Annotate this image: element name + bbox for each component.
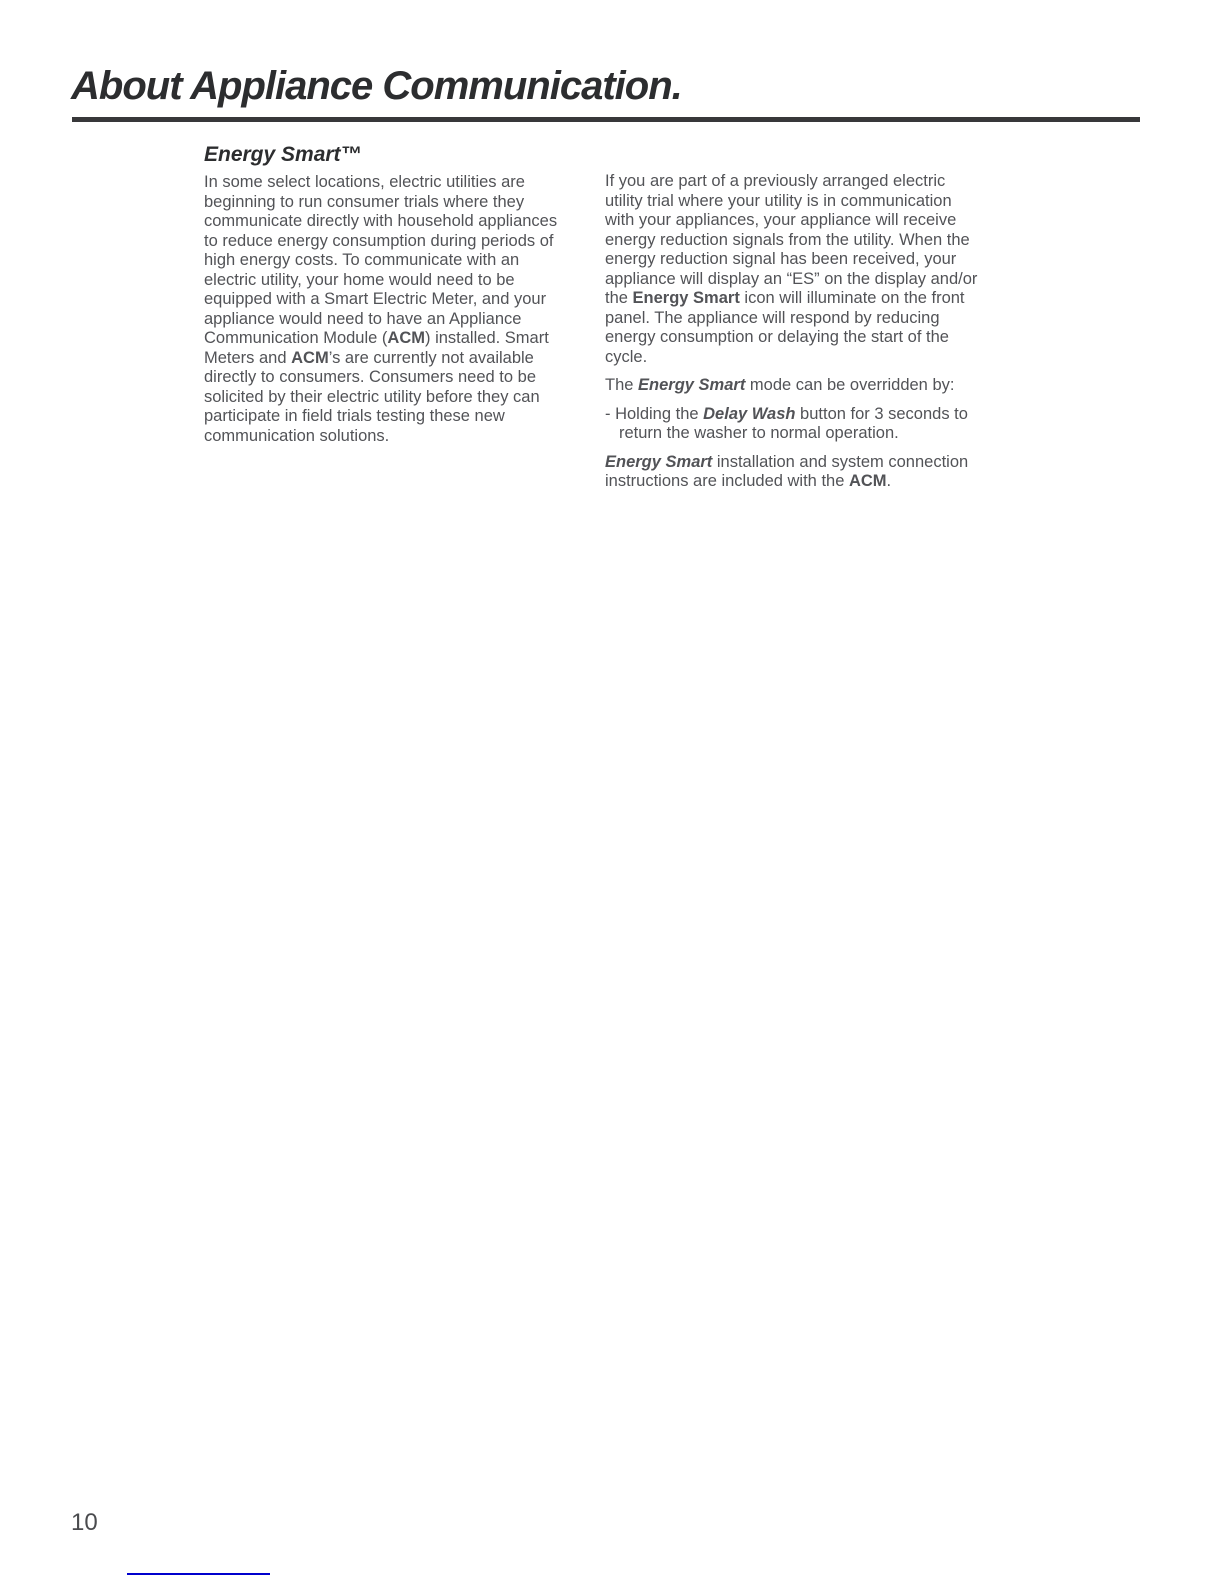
paragraph-override-intro: The Energy Smart mode can be overridden by:: [605, 376, 955, 394]
right-column: [605, 172, 981, 501]
footer-link-line: [127, 1573, 270, 1575]
paragraph-utility-trial: If you are part of a previously arranged electric utility trial where your utility is in communication with your appliances, your appliance will receive energy reduction signals from the utility. When the energy reduction signal has been received, your appliance will display an “ES” on the display and/or the Energy Smart icon will illuminate on the front panel. The appliance will respond by reducing energy consumption or delaying the start of the cycle.: [605, 172, 978, 366]
left-column: [204, 142, 572, 501]
page-title: About Appliance Communication.: [71, 64, 682, 108]
paragraph-installation-note: Energy Smart installation and system connection instructions are included with the ACM.: [605, 452, 969, 490]
content-columns: [204, 142, 981, 501]
paragraph-energy-smart-intro: In some select locations, electric utilities are beginning to run consumer trials where they communicate directly with household appliances to reduce energy consumption during periods of high energy costs. To communicate with an electric utility, your home would need to be equipped with a Smart Electric Meter, and your appliance would need to have an Appliance Communication Module (ACM) installed. Smart Meters and ACM’s are currently not available directly to consumers. Consumers need to be solicited by their electric utility before they can participate in field trials testing these new communication solutions.: [204, 173, 558, 445]
page-number: 10: [71, 1509, 98, 1536]
section-heading: Energy Smart™: [204, 143, 362, 166]
bullet-delay-wash: - Holding the Delay Wash button for 3 seconds to return the washer to normal operation.: [605, 404, 968, 442]
title-rule: [72, 117, 1140, 122]
